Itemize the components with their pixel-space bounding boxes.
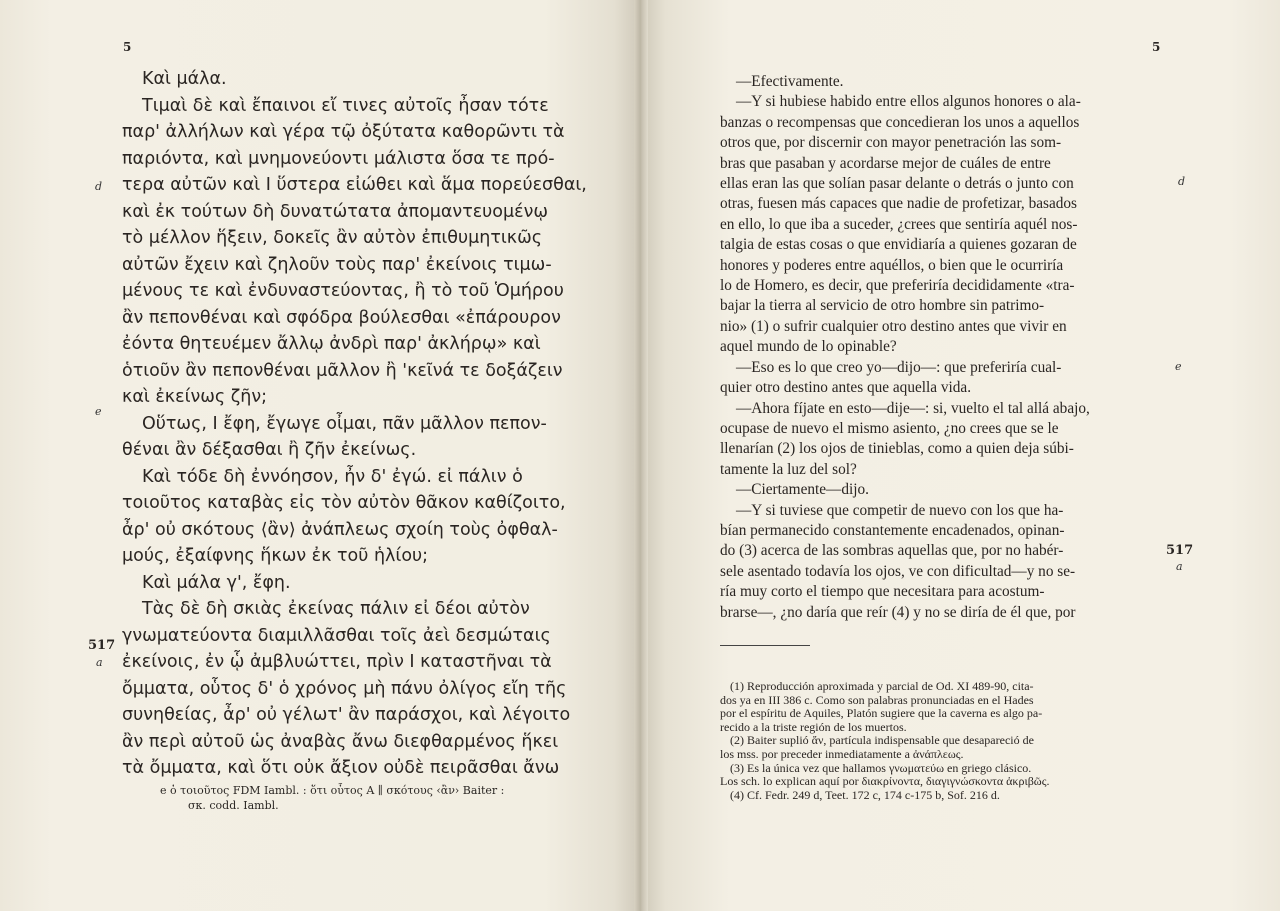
greek-line: παριόντα, καὶ μνημονεύοντι μάλιστα ὅσα τε πρό- bbox=[122, 148, 555, 169]
greek-line: ὄμματα, οὗτος δ' ὁ χρόνος μὴ πάνυ ὀλίγος εἴη τῆς bbox=[122, 678, 567, 699]
greek-line: μούς, ἐξαίφνης ἥκων ἐκ τοῦ ἡλίου; bbox=[122, 546, 429, 566]
greek-line: Καὶ μάλα. bbox=[142, 69, 227, 89]
greek-line: θέναι ἂν δέξασθαι ἢ ζῆν ἐκείνως. bbox=[122, 440, 417, 460]
spanish-line: ellas eran las que solían pasar delante o detrás o junto con bbox=[720, 175, 1074, 193]
margin-marker-a: a bbox=[96, 656, 103, 669]
greek-line: ἂν περὶ αὐτοῦ ὡς ἀναβὰς ἄνω διεφθαρμένος ἥκει bbox=[122, 731, 559, 752]
critical-apparatus bbox=[160, 783, 580, 813]
footnote-rule bbox=[720, 645, 810, 646]
greek-line: τοιοῦτος καταβὰς εἰς τὸν αὐτὸν θᾶκον καθίζοιτο, bbox=[122, 493, 566, 513]
spanish-line: talgia de estas cosas o que envidiaría a quienes gozaran de bbox=[720, 236, 1077, 254]
spanish-text bbox=[720, 72, 1158, 623]
spanish-line: bían permanecido constantemente encadenados, opinan- bbox=[720, 521, 1065, 539]
spanish-line: —Y si tuviese que competir de nuevo con los que ha- bbox=[736, 501, 1064, 519]
spanish-line: en ello, lo que iba a suceder, ¿crees que sentiría aquél nos- bbox=[720, 215, 1078, 233]
greek-line: Τιμαὶ δὲ καὶ ἔπαινοι εἴ τινες αὐτοῖς ἦσαν τότε bbox=[142, 95, 549, 116]
margin-marker-e: e bbox=[95, 405, 102, 418]
spanish-line: llenarían (2) los ojos de tinieblas, como a quien deja súbi- bbox=[720, 440, 1074, 458]
footnote-line: por el espíritu de Aquiles, Platón sugiere que la caverna es algo pa- bbox=[720, 706, 1043, 721]
spanish-line: tamente la luz del sol? bbox=[720, 460, 857, 478]
spanish-line: —Ciertamente—dijo. bbox=[736, 481, 869, 499]
spanish-line: —Y si hubiese habido entre ellos algunos honores o ala- bbox=[736, 93, 1081, 111]
footnote-line: recido a la triste región de los muertos. bbox=[720, 719, 907, 734]
margin-marker-517: 517 bbox=[88, 638, 116, 653]
greek-line: τὰ ὄμματα, καὶ ὅτι οὐκ ἄξιον οὐδὲ πειρᾶσθαι ἄνω bbox=[122, 758, 560, 778]
margin-marker-d: d bbox=[95, 180, 103, 193]
spanish-line: quier otro destino antes que aquella vida. bbox=[720, 379, 972, 397]
spanish-line: sele asentado todavía los ojos, ve con dificultad—y no se- bbox=[720, 562, 1076, 580]
right-margin-marker-a: a bbox=[1176, 560, 1183, 573]
footnote-line: dos ya en III 386 c. Como son palabras pronunciadas en el Hades bbox=[720, 692, 1034, 707]
apparatus-line: σκ. codd. Iambl. bbox=[188, 799, 279, 812]
spanish-line: ocupase de nuevo el mismo asiento, ¿no crees que se le bbox=[720, 419, 1059, 437]
greek-line: τερα αὐτῶν καὶ Ι ὕστερα εἰώθει καὶ ἅμα πορεύεσθαι, bbox=[122, 175, 587, 195]
greek-line: ἐόντα θητευέμεν ἄλλῳ ἀνδρὶ παρ' ἀκλήρῳ» καὶ bbox=[122, 334, 541, 354]
spanish-line: otros que, por discernir con mayor penetración las som- bbox=[720, 134, 1062, 152]
greek-line: ἐκείνοις, ἐν ᾧ ἀμβλυώττει, πρὶν Ι καταστῆναι τὰ bbox=[122, 652, 552, 672]
right-page-number: 5 bbox=[1152, 40, 1161, 54]
footnote-line: los mss. por preceder inmediatamente a ἀνάπλεως. bbox=[720, 746, 964, 761]
greek-line: Καὶ τόδε δὴ ἐννόησον, ἦν δ' ἐγώ. εἰ πάλιν ὁ bbox=[142, 466, 523, 487]
spanish-line: do (3) acerca de las sombras aquellas que, por no habér- bbox=[720, 542, 1064, 560]
spanish-line: nio» (1) o sufrir cualquier otro destino antes que vivir en bbox=[720, 317, 1067, 335]
greek-line: γνωματεύοντα διαμιλλᾶσθαι τοῖς ἀεὶ δεσμώταις bbox=[122, 625, 551, 646]
spanish-line: lo de Homero, es decir, que preferiría decididamente «tra- bbox=[720, 277, 1075, 295]
greek-line: ἆρ' οὐ σκότους ⟨ἂν⟩ ἀνάπλεως σχοίη τοὺς ὀφθαλ- bbox=[122, 519, 558, 540]
right-margin-marker-e: e bbox=[1175, 360, 1182, 373]
spanish-line: otras, fuesen más capaces que nadie de profetizar, basados bbox=[720, 195, 1078, 213]
footnote-line: (1) Reproducción aproximada y parcial de Od. XI 489-90, cita- bbox=[730, 679, 1034, 693]
spanish-line: banzas o recompensas que concedieran los unos a aquellos bbox=[720, 113, 1080, 131]
spanish-line: —Eso es lo que creo yo—dijo—: que preferiría cual- bbox=[736, 358, 1062, 376]
spanish-line: —Efectivamente. bbox=[736, 73, 844, 90]
spanish-line: aquel mundo de lo opinable? bbox=[720, 338, 897, 356]
footnote-line: (2) Baiter suplió ἄν, partícula indispensable que desapareció de bbox=[730, 733, 1034, 748]
greek-line: καὶ ἐκείνως ζῆν; bbox=[122, 387, 268, 407]
apparatus-line: e ὁ τοιοῦτος FDM Iambl. : ὅτι οὗτος A ∥ σκότους ‹ἂν› Baiter : bbox=[160, 784, 505, 797]
greek-text bbox=[122, 66, 587, 782]
greek-line: Οὕτως, Ι ἔφη, ἔγωγε οἶμαι, πᾶν μᾶλλον πεπον- bbox=[142, 413, 547, 434]
book-gutter bbox=[634, 0, 648, 911]
right-margin-marker-517: 517 bbox=[1166, 543, 1194, 558]
spanish-line: bras que pasaban y acordarse mejor de cuáles de entre bbox=[720, 154, 1051, 172]
greek-line: τὸ μέλλον ἥξειν, δοκεῖς ἂν αὐτὸν ἐπιθυμητικῶς bbox=[122, 228, 543, 248]
greek-line: Τὰς δὲ δὴ σκιὰς ἐκείνας πάλιν εἰ δέοι αὐτὸν bbox=[142, 599, 530, 619]
greek-line: ὁτιοῦν ἂν πεπονθέναι μᾶλλον ἢ 'κεῖνά τε δοξάζειν bbox=[122, 360, 563, 381]
spanish-line: honores y poderes entre aquéllos, o bien que le ocurriría bbox=[720, 256, 1064, 274]
greek-line: ἂν πεπονθέναι καὶ σφόδρα βούλεσθαι «ἐπάρουρον bbox=[122, 307, 561, 328]
spanish-line: brarse—, ¿no daría que reír (4) y no se diría de él que, por bbox=[720, 603, 1076, 621]
left-page-number: 5 bbox=[123, 40, 132, 54]
greek-line: καὶ ἐκ τούτων δὴ δυνατώτατα ἀπομαντευομένῳ bbox=[122, 201, 549, 222]
right-margin-marker-d: d bbox=[1178, 175, 1186, 188]
spanish-line: ría muy corto el tiempo que necesitara para acostum- bbox=[720, 583, 1045, 601]
greek-line: παρ' ἀλλήλων καὶ γέρα τῷ ὀξύτατα καθορῶντι τὰ bbox=[122, 122, 565, 142]
footnote-line: (3) Es la única vez que hallamos γνωματεύω en griego clásico. bbox=[730, 760, 1032, 775]
spanish-line: —Ahora fíjate en esto—dije—: si, vuelto el tal allá abajo, bbox=[736, 399, 1090, 417]
greek-line: συνηθείας, ἆρ' οὐ γέλωτ' ἂν παράσχοι, καὶ λέγοιτο bbox=[122, 705, 571, 725]
spanish-line: bajar la tierra al servicio de otro hombre sin patrimo- bbox=[720, 297, 1045, 315]
greek-line: Καὶ μάλα γ', ἔφη. bbox=[142, 572, 291, 593]
greek-line: μένους τε καὶ ἐνδυναστεύοντας, ἢ τὸ τοῦ Ὁμήρου bbox=[122, 281, 564, 301]
footnote-line: (4) Cf. Fedr. 249 d, Teet. 172 c, 174 c-175 b, Sof. 216 d. bbox=[730, 787, 1000, 802]
footnotes bbox=[720, 680, 1158, 802]
footnote-line: Los sch. lo explican aquí por διακρίνοντα, διαγιγνώσκοντα ἀκριβῶς. bbox=[720, 774, 1050, 789]
greek-line: αὐτῶν ἔχειν καὶ ζηλοῦν τοὺς παρ' ἐκείνοις τιμω- bbox=[122, 254, 552, 275]
